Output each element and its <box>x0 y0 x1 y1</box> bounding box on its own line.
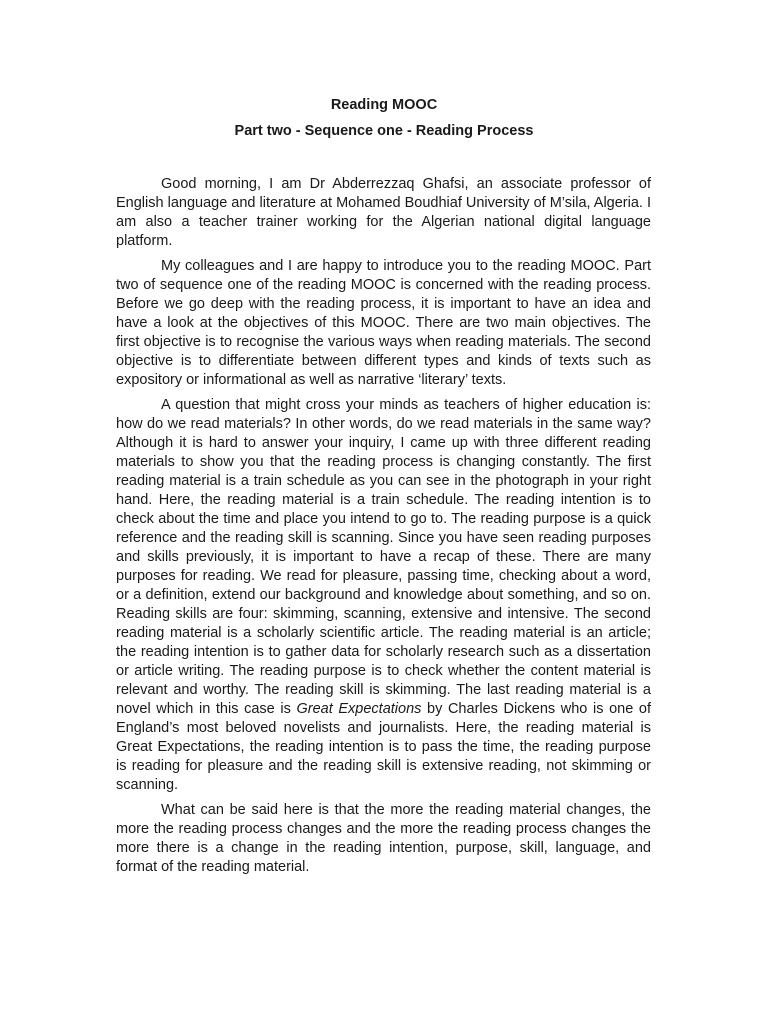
document-subtitle: Part two - Sequence one - Reading Process <box>234 123 534 139</box>
document-body <box>116 175 651 883</box>
paragraph-introduction: Good morning, I am Dr Abderrezzaq Ghafsi, an associate professor of English language and literature at Mohamed Boudhiaf University of M’sila, Algeria. I am also a teacher trainer working for the Algerian national digital language platform. <box>116 176 651 249</box>
paragraph-reading-materials-part-2: by Charles Dickens who is one of England’s most beloved novelists and journalists. Here, the reading material is Great Expectations, the reading intention is to pass the time, the reading purpose is reading for pleasure and the reading skill is extensive reading, not skimming or scanning. <box>116 701 652 793</box>
paragraph-conclusion: What can be said here is that the more the reading material changes, the more the reading process changes and the more the reading process changes the more there is a change in the reading intention, purpose, skill, language, and format of the reading material. <box>116 802 651 875</box>
paragraph-objectives: My colleagues and I are happy to introduce you to the reading MOOC. Part two of sequence one of the reading MOOC is concerned with the reading process. Before we go deep with the reading process, it is important to have an idea and have a look at the objectives of this MOOC. There are two main objectives. The first objective is to recognise the various ways when reading materials. The second objective is to differentiate between different types and kinds of texts such as expository or informational as well as narrative ‘literary’ texts. <box>116 258 651 388</box>
book-title-emphasis: Great Expectations <box>296 701 422 717</box>
paragraph-reading-materials <box>116 396 651 795</box>
document-title: Reading MOOC <box>330 97 438 113</box>
paragraph-reading-materials-part-1: A question that might cross your minds as teachers of higher education is: how do we read materials? In other words, do we read materials in the same way? Although it is hard to answer your inquiry, I came up with three different reading materials to show you that the reading process is changing constantly. The first reading material is a train schedule as you can see in the photograph in your right hand. Here, the reading material is a train schedule. The reading intention is to check about the time and place you intend to go to. The reading purpose is a quick reference and the reading skill is scanning. Since you have seen reading purposes and skills previously, it is important to have a recap of these. There are many purposes for reading. We read for pleasure, passing time, checking about a word, or a definition, extend our background and knowledge about something, and so on. Reading skills are four: skimming, scanning, extensive and intensive. The second reading material is a scholarly scientific article. The reading material is an article; the reading intention is to gather data for scholarly research such as a dissertation or article writing. The reading purpose is to check whether the content material is relevant and worthy. The reading skill is skimming. The last reading material is a novel which in this case is <box>116 397 651 717</box>
